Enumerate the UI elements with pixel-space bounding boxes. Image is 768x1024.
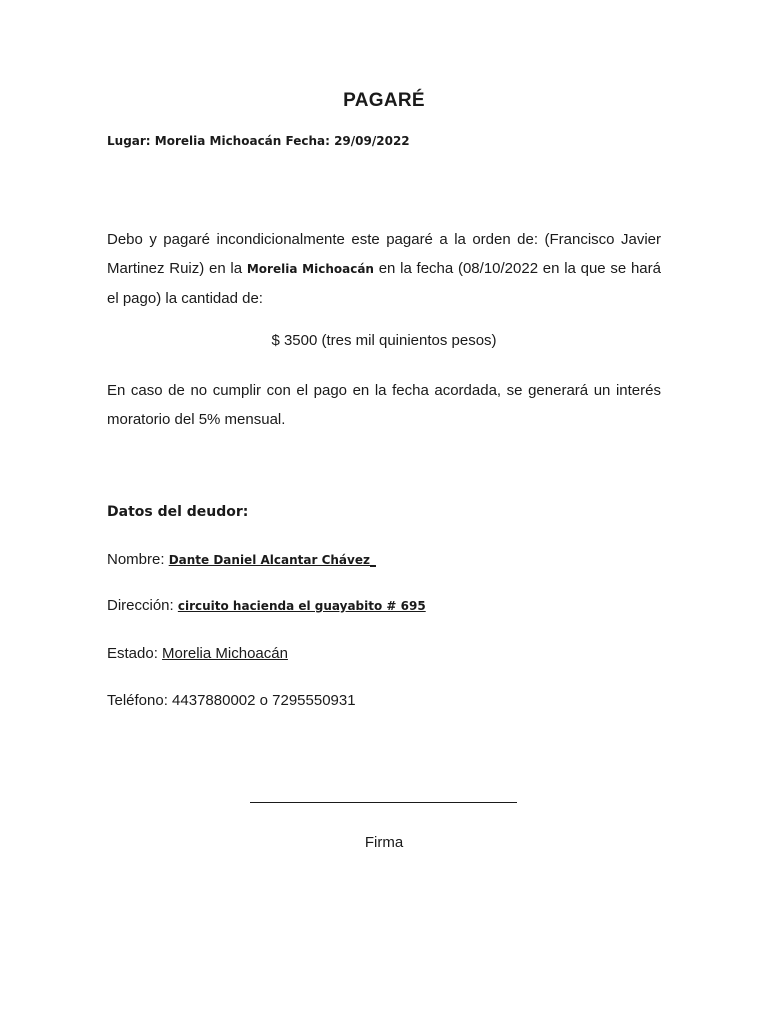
promise-paragraph — [107, 225, 661, 313]
debtor-state-label: Estado: — [107, 645, 163, 662]
debtor-name-value: Dante Daniel Alcantar Chávez_ — [168, 553, 376, 567]
debtor-state-value: Morelia Michoacán — [162, 645, 288, 662]
debtor-name-field — [107, 551, 376, 568]
debtor-state-field — [107, 645, 288, 662]
signature-label: Firma — [364, 834, 404, 851]
debtor-phone-label: Teléfono: — [107, 692, 173, 709]
promise-place: Morelia Michoacán — [246, 262, 374, 276]
promise-text-part1: Debo y pagaré incondicionalmente este pagaré a la orden de: (Francisco Javier Martinez Ruiz) en la — [107, 231, 661, 277]
debtor-section-title: Datos del deudor: — [107, 504, 249, 520]
amount-line: $ 3500 (tres mil quinientos pesos) — [271, 332, 497, 349]
debtor-address-label: Dirección: — [107, 597, 178, 614]
debtor-name-label: Nombre: — [107, 551, 169, 568]
debtor-phone-value: 4437880002 o 7295550931 — [172, 692, 356, 709]
debtor-phone-field — [107, 692, 356, 709]
interest-paragraph: En caso de no cumplir con el pago en la fecha acordada, se generará un interés moratorio del 5% mensual. — [107, 382, 661, 428]
signature-line — [250, 802, 517, 803]
promise-text-part2: en la fecha (08/10/2022 en la que se hará el pago) la cantidad de: — [107, 260, 661, 307]
debtor-address-field — [107, 597, 426, 614]
debtor-address-value: circuito hacienda el guayabito # 695 — [177, 599, 426, 613]
document-title: PAGARÉ — [343, 90, 425, 111]
place-date-line: Lugar: Morelia Michoacán Fecha: 29/09/2022 — [107, 134, 410, 148]
